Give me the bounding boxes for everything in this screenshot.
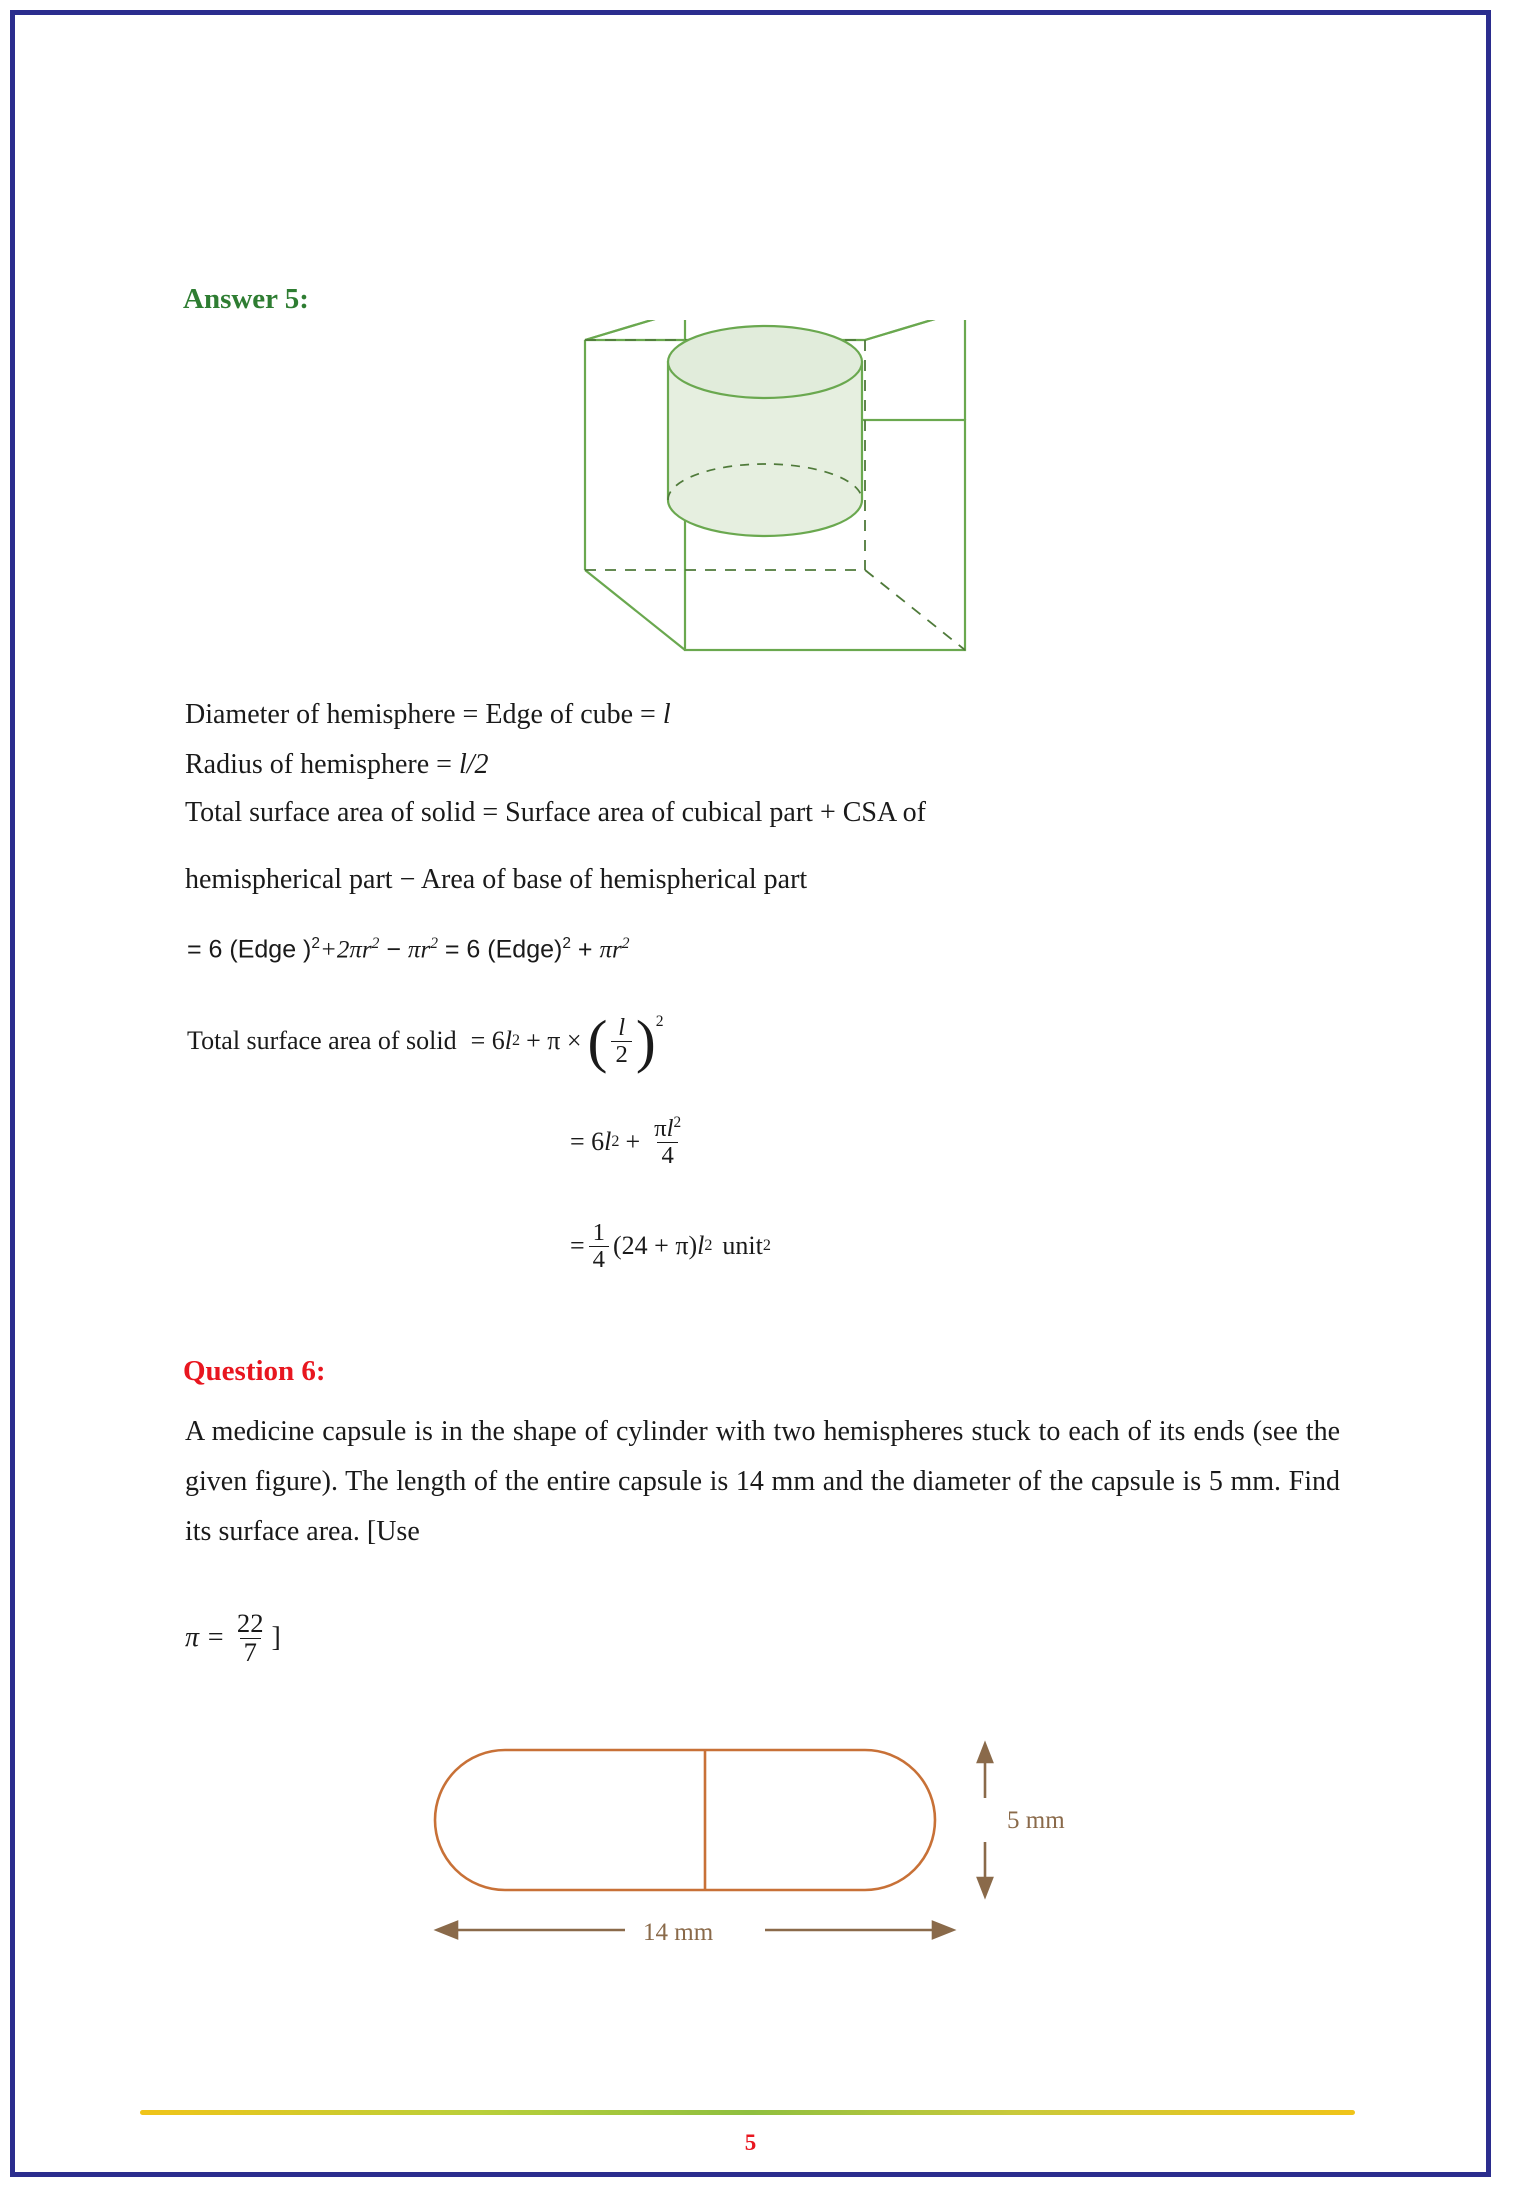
tsa-frac-num: l bbox=[618, 1014, 626, 1041]
pi-suffix: ] bbox=[271, 1622, 281, 1654]
eq3-l: l bbox=[697, 1231, 705, 1261]
tsa-frac-den: 2 bbox=[611, 1041, 631, 1068]
eq-exp3: 2 bbox=[430, 935, 438, 952]
tsa-expression-line2 bbox=[570, 1115, 689, 1169]
eq2-l-exp: 2 bbox=[611, 1133, 620, 1151]
eq2-frac-den: 4 bbox=[657, 1142, 677, 1169]
tsa-fraction bbox=[611, 1015, 631, 1068]
eq-exp4: 2 bbox=[562, 935, 571, 952]
medicine-capsule-figure bbox=[415, 1730, 1155, 1960]
tsa-l: l bbox=[504, 1026, 513, 1056]
eq-plus2: + bbox=[577, 935, 593, 964]
eq3-unit-exp: 2 bbox=[762, 1237, 771, 1255]
pi-prefix: π = bbox=[185, 1622, 225, 1654]
question-heading: Question 6: bbox=[183, 1355, 326, 1387]
eq-plus: +2 bbox=[320, 936, 350, 964]
diameter-variable: l bbox=[662, 699, 671, 730]
page-content bbox=[15, 15, 1486, 2172]
diameter-text: Diameter of hemisphere = Edge of cube = bbox=[185, 699, 663, 730]
capsule-length-label: 14 mm bbox=[643, 1919, 714, 1946]
question-text: A medicine capsule is in the shape of cylinder with two hemispheres stuck to each of its ends (see the given figure). The length of the entire capsule is 14 mm and the diameter of the capsule is 5 mm. Find its surface area. [Use bbox=[185, 1416, 1340, 1547]
eq-plus-2pir: +2πr bbox=[320, 936, 372, 964]
eq2-fraction bbox=[650, 1115, 685, 1169]
eq-r3: r bbox=[612, 936, 622, 964]
pi-den: 7 bbox=[240, 1638, 261, 1667]
eq3-frac-num: 1 bbox=[592, 1219, 606, 1246]
page-number: 5 bbox=[744, 2130, 757, 2155]
answer-heading: Answer 5: bbox=[183, 283, 309, 315]
eq2-frac-num bbox=[650, 1115, 685, 1142]
surface-area-equation-row bbox=[187, 935, 629, 964]
eq3-frac-den: 4 bbox=[589, 1246, 609, 1273]
eq-exp2: 2 bbox=[371, 935, 380, 952]
tsa-expression-line1 bbox=[187, 1007, 664, 1074]
pi-num: 22 bbox=[236, 1608, 264, 1638]
tsa-paren-group bbox=[587, 1007, 664, 1074]
pi-fraction bbox=[233, 1610, 268, 1667]
eq3-unit: unit bbox=[722, 1231, 763, 1261]
capsule-diameter-label: 5 mm bbox=[1007, 1807, 1065, 1834]
tsa-outer-exp: 2 bbox=[655, 1013, 664, 1030]
right-paren: ) bbox=[635, 1007, 656, 1074]
eq2-plus: + bbox=[625, 1127, 641, 1157]
eq2-pi: π bbox=[654, 1115, 667, 1143]
eq-part1: = 6 (Edge ) bbox=[187, 935, 312, 964]
tsa-equals-6: = 6 bbox=[470, 1026, 505, 1056]
eq2-frac-l: l bbox=[666, 1115, 674, 1143]
radius-text: Radius of hemisphere = bbox=[185, 749, 459, 780]
radius-line bbox=[185, 745, 489, 786]
eq-part2: = 6 (Edge) bbox=[444, 935, 563, 964]
footer-divider bbox=[140, 2105, 1355, 2115]
tsa-sentence-line1: Total surface area of solid = Surface area of cubical part + CSA of bbox=[185, 797, 926, 828]
eq2-l: l bbox=[604, 1127, 612, 1157]
radius-variable: l/2 bbox=[458, 749, 489, 780]
eq-exp1: 2 bbox=[311, 935, 321, 952]
tsa-expression-line3 bbox=[570, 1220, 771, 1273]
eq2-frac-exp: 2 bbox=[673, 1114, 682, 1131]
eq3-fraction bbox=[589, 1220, 609, 1273]
eq3-paren: (24 + π) bbox=[613, 1231, 698, 1261]
eq-r2: r bbox=[420, 936, 431, 964]
left-paren: ( bbox=[587, 1007, 608, 1074]
tsa-sentence-line2: hemispherical part − Area of base of hemispherical part bbox=[185, 864, 808, 895]
tsa-expression-label: Total surface area of solid bbox=[187, 1026, 457, 1056]
tsa-plus-pi: + π × bbox=[526, 1026, 582, 1056]
eq3-l-exp: 2 bbox=[704, 1237, 713, 1255]
cube-with-inscribed-hemisphere-figure bbox=[575, 320, 975, 680]
tsa-l-exp: 2 bbox=[512, 1032, 521, 1050]
eq-minus: − bbox=[386, 935, 401, 964]
diameter-line bbox=[185, 695, 671, 736]
eq-r1: r bbox=[361, 936, 372, 964]
eq3-equals: = bbox=[570, 1231, 585, 1261]
page-border bbox=[10, 10, 1491, 2177]
eq-pir3: πr bbox=[599, 936, 622, 964]
pi-value-line bbox=[185, 1610, 281, 1667]
eq2-equals: = 6 bbox=[570, 1127, 605, 1157]
eq-pir2: πr bbox=[407, 936, 431, 964]
eq-exp5: 2 bbox=[621, 935, 630, 952]
